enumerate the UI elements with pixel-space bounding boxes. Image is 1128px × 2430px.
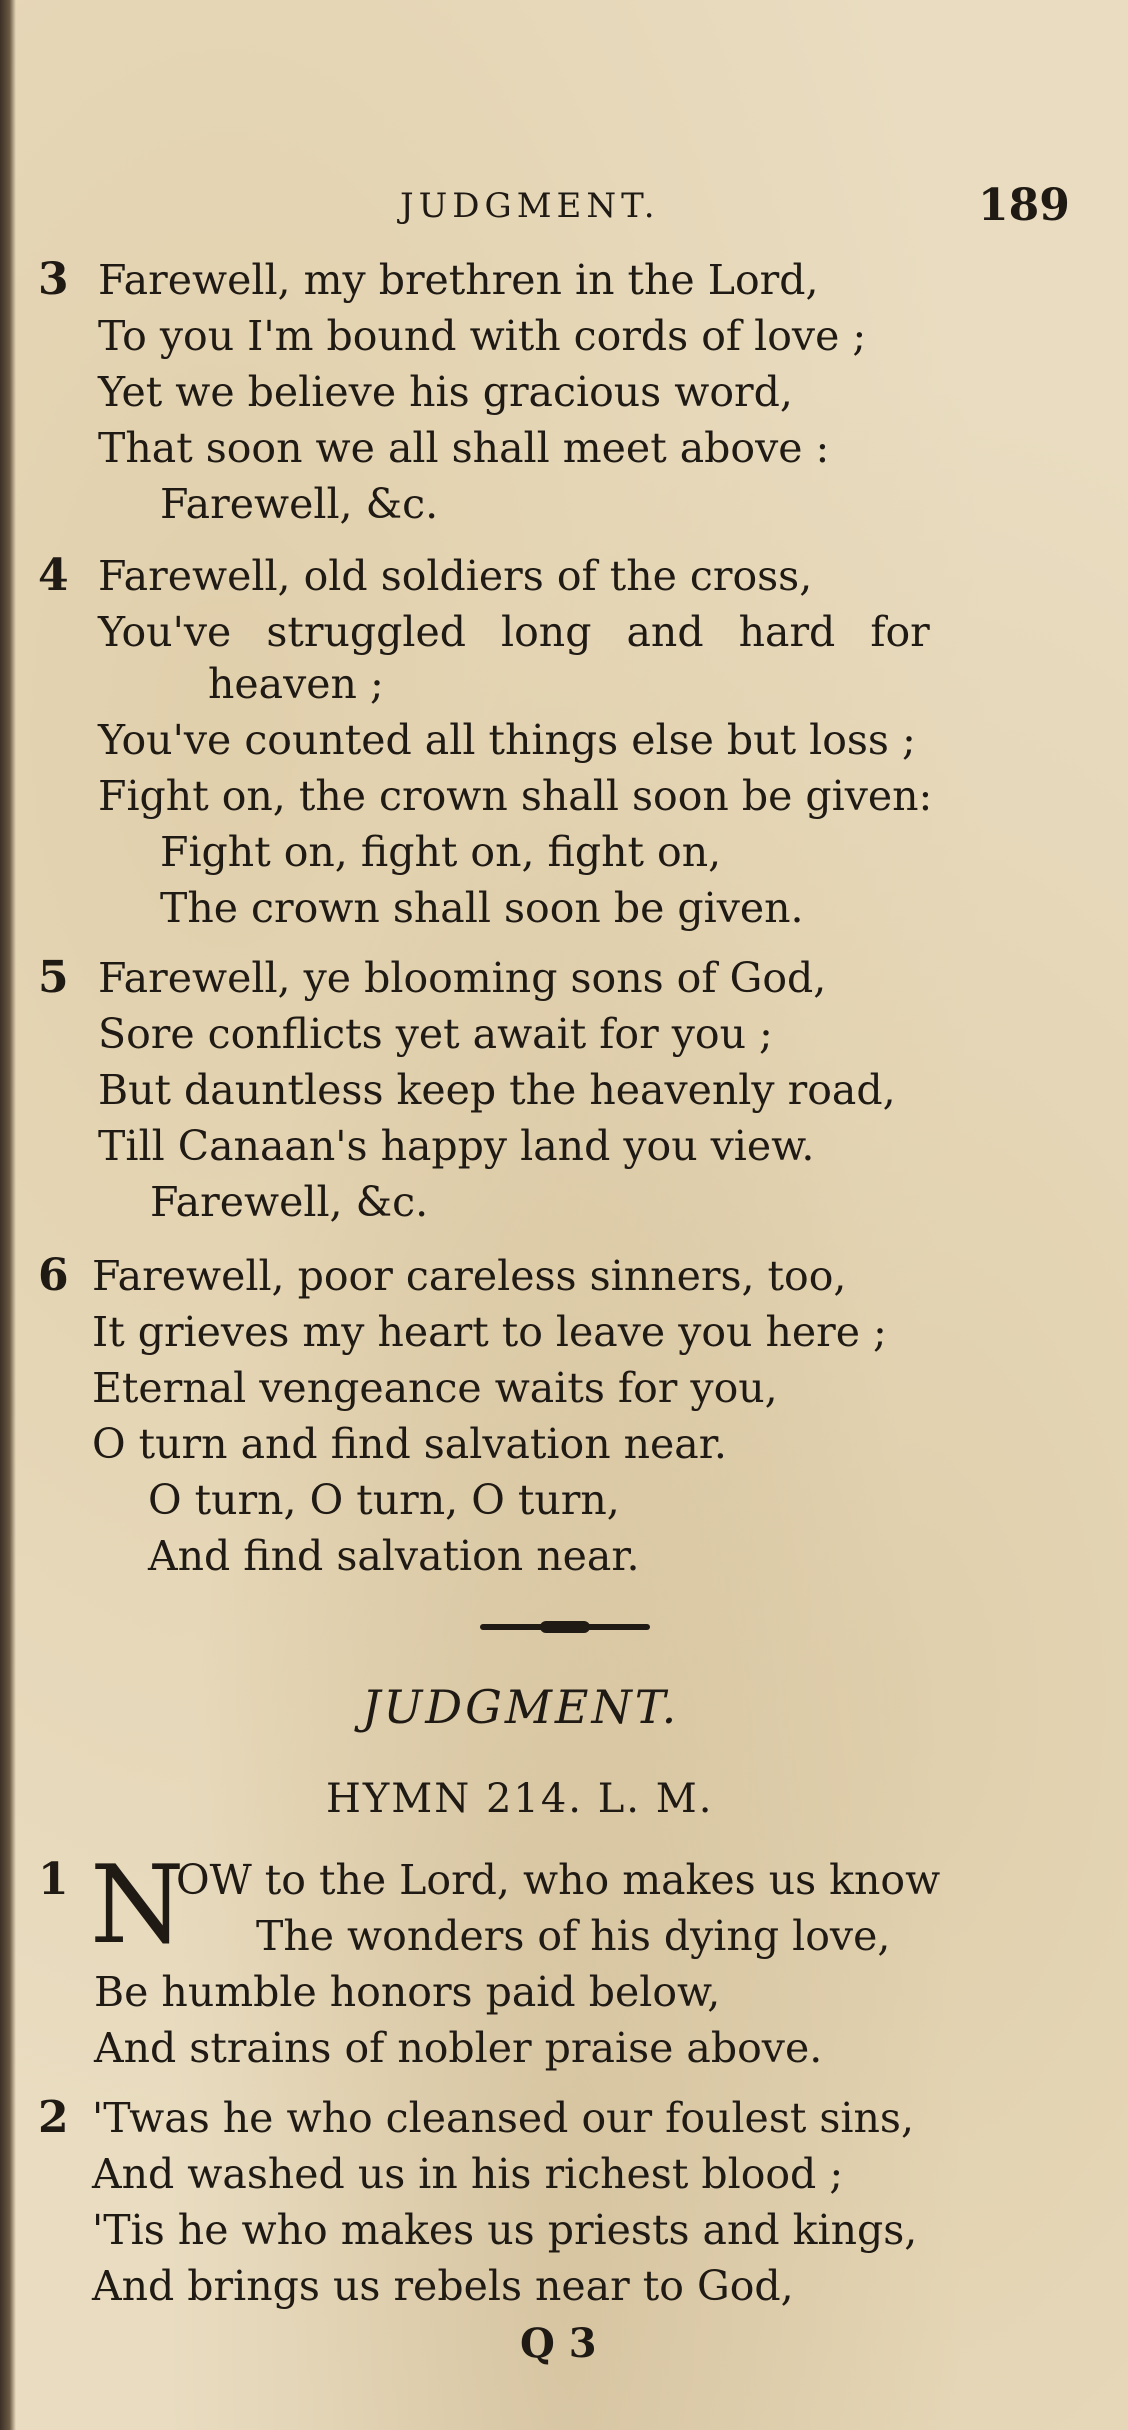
verse-line: And washed us in his richest blood ;: [92, 2150, 844, 2198]
stanza-number: 6: [38, 1250, 69, 1301]
stanza-number: 5: [38, 952, 69, 1003]
verse-line: Fight on, the crown shall soon be given:: [98, 772, 933, 820]
stanza-number: 3: [38, 254, 69, 305]
refrain-line: The crown shall soon be given.: [160, 884, 804, 932]
refrain-line: Farewell, &c.: [150, 1178, 429, 1226]
verse-line: And brings us rebels near to God,: [92, 2262, 794, 2310]
page-number: 189: [978, 180, 1070, 231]
refrain-line: O turn, O turn, O turn,: [148, 1476, 620, 1524]
verse-line: Farewell, poor careless sinners, too,: [92, 1252, 847, 1300]
verse-line: Till Canaan's happy land you view.: [98, 1122, 815, 1170]
running-head: [0, 180, 1128, 240]
refrain-line: Farewell, &c.: [160, 480, 439, 528]
verse-line: That soon we all shall meet above :: [98, 424, 830, 472]
stanza-number: 1: [38, 1854, 69, 1905]
section-divider: [480, 1624, 650, 1630]
verse-line: heaven ;: [208, 660, 384, 708]
verse-line: The wonders of his dying love,: [256, 1912, 891, 1960]
verse-line: Farewell, my brethren in the Lord,: [98, 256, 819, 304]
running-title: JUDGMENT.: [400, 186, 660, 226]
verse-line: You've struggled long and hard for: [98, 608, 930, 656]
verse-line: Sore conflicts yet await for you ;: [98, 1010, 773, 1058]
hymn-heading: HYMN 214. L. M.: [326, 1776, 714, 1822]
verse-line: Be humble honors paid below,: [94, 1968, 721, 2016]
refrain-line: And find salvation near.: [148, 1532, 640, 1580]
verse-line: 'Tis he who makes us priests and kings,: [92, 2206, 918, 2254]
verse-line: 'Twas he who cleansed our foulest sins,: [92, 2094, 915, 2142]
stanza-number: 4: [38, 550, 69, 601]
verse-line: To you I'm bound with cords of love ;: [98, 312, 867, 360]
drop-cap: N: [90, 1843, 185, 1968]
verse-line: Farewell, old soldiers of the cross,: [98, 552, 813, 600]
verse-line: O turn and find salvation near.: [92, 1420, 727, 1468]
section-title: JUDGMENT.: [362, 1680, 680, 1734]
verse-line: It grieves my heart to leave you here ;: [92, 1308, 887, 1356]
stanza-number: 2: [38, 2092, 69, 2143]
verse-line: Farewell, ye blooming sons of God,: [98, 954, 827, 1002]
verse-line: Yet we believe his gracious word,: [98, 368, 793, 416]
verse-line: But dauntless keep the heavenly road,: [98, 1066, 896, 1114]
verse-line: You've counted all things else but loss ;: [98, 716, 916, 764]
signature-mark: Q 3: [520, 2320, 597, 2367]
refrain-line: Fight on, fight on, fight on,: [160, 828, 722, 876]
verse-line: Eternal vengeance waits for you,: [92, 1364, 778, 1412]
verse-line: OW to the Lord, who makes us know: [176, 1856, 941, 1904]
verse-line: And strains of nobler praise above.: [94, 2024, 823, 2072]
